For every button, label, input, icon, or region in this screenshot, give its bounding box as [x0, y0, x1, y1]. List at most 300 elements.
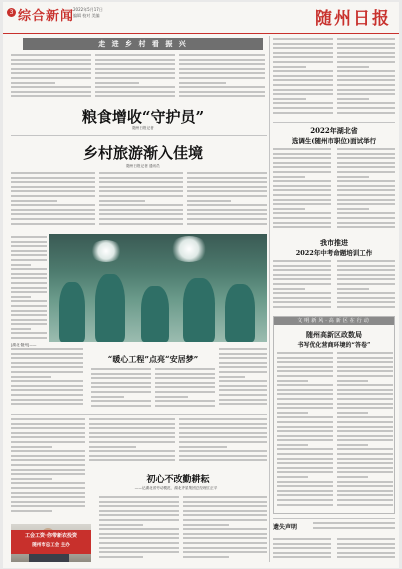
text-line [91, 386, 151, 388]
text-line [219, 371, 267, 373]
text-line [337, 412, 368, 414]
text-line [89, 446, 136, 448]
text-line [183, 556, 229, 558]
text-line [337, 393, 393, 395]
text-line [337, 366, 393, 368]
article7-text [99, 496, 179, 562]
text-line [273, 222, 331, 224]
text-line [277, 435, 333, 437]
text-line [179, 86, 265, 88]
text-line [337, 185, 395, 187]
text-line [11, 441, 85, 443]
text-line [277, 490, 333, 492]
text-line [99, 537, 179, 539]
text-line [277, 448, 333, 450]
text-line [11, 310, 47, 312]
text-line [99, 223, 183, 225]
text-line [99, 186, 183, 188]
text-line [179, 91, 265, 93]
text-line [273, 538, 331, 540]
text-line [89, 418, 175, 420]
text-line [219, 353, 267, 355]
text-line [273, 301, 331, 303]
text-line [11, 273, 47, 275]
text-line [337, 398, 393, 400]
text-line [337, 453, 393, 455]
text-line [179, 436, 267, 438]
newspaper-page [3, 2, 399, 568]
right-top-text [337, 38, 395, 118]
text-line [95, 68, 175, 70]
text-line [273, 52, 333, 54]
notice-label: 遗失声明 [273, 524, 298, 531]
newspaper-brand: 随州日报 [315, 9, 391, 29]
text-line [277, 370, 333, 372]
text-line [337, 380, 368, 382]
text-line [337, 504, 393, 506]
article2-text [187, 172, 267, 230]
text-line [277, 393, 333, 395]
section-title: 综合新闻 [18, 9, 75, 24]
text-line [273, 283, 331, 285]
text-line [99, 533, 179, 535]
text-line [273, 265, 331, 267]
text-line [187, 218, 267, 220]
article5-text [337, 260, 395, 312]
text-line [219, 366, 267, 368]
text-line [11, 91, 91, 93]
text-line [337, 538, 395, 540]
text-line [11, 328, 31, 330]
text-line [337, 70, 395, 72]
text-line [89, 436, 175, 438]
page-number: 3 [7, 8, 16, 17]
article2-text [99, 172, 183, 230]
text-line [11, 455, 85, 457]
text-line [183, 510, 267, 512]
promo-line2: 随州市总工会 主办 [32, 543, 70, 548]
text-line [337, 444, 368, 446]
text-line [99, 181, 183, 183]
text-line [337, 61, 395, 63]
text-line [277, 384, 333, 386]
text-line [219, 385, 267, 387]
text-line [11, 459, 85, 461]
text-line [277, 453, 333, 455]
text-line [337, 278, 395, 280]
text-line [337, 217, 395, 219]
text-line [337, 283, 395, 285]
text-line [11, 223, 95, 225]
notice-text [313, 522, 395, 534]
article7-intro-text [11, 418, 85, 518]
text-line [337, 93, 395, 95]
editor-line: 编辑 校对 美编 [73, 13, 100, 18]
text-line [187, 223, 267, 225]
text-line [99, 177, 183, 179]
text-line [11, 357, 83, 359]
text-line [337, 56, 395, 58]
article7-subtitle: ——记湖北省劳动模范、湖北齐星集团总经理江正平 [134, 486, 218, 490]
text-line [273, 180, 331, 182]
divider [273, 122, 395, 123]
text-line [11, 510, 52, 512]
text-line [11, 86, 91, 88]
text-line [337, 84, 395, 86]
text-line [11, 371, 83, 373]
text-line [273, 547, 331, 549]
text-line [273, 93, 333, 95]
article4-subtitle: 选调生(随州市职位)面试举行 [291, 137, 377, 145]
article7-text [179, 418, 267, 468]
right-top-text [273, 38, 333, 118]
text-line [337, 306, 395, 308]
text-line [187, 172, 267, 174]
text-line [11, 362, 83, 364]
article1-title: 粮食增收“守护员” [81, 108, 205, 126]
text-line [273, 102, 333, 104]
text-line [11, 450, 85, 452]
text-line [273, 552, 331, 554]
text-line [11, 213, 95, 215]
article1-lead-text [95, 54, 175, 100]
text-line [11, 200, 57, 202]
text-line [337, 448, 393, 450]
text-line [99, 547, 179, 549]
text-line [11, 436, 85, 438]
text-line [273, 75, 333, 77]
text-line [277, 352, 333, 354]
text-line [99, 195, 183, 197]
text-line [11, 427, 85, 429]
text-line [99, 556, 143, 558]
text-line [337, 107, 395, 109]
text-line [273, 112, 333, 114]
article3-side-text [11, 348, 83, 408]
text-line [89, 455, 175, 457]
article1-lead-text [11, 54, 91, 100]
text-line [11, 403, 83, 405]
text-line [155, 377, 215, 379]
text-line [99, 200, 145, 202]
text-line [273, 38, 333, 40]
text-line [179, 459, 267, 461]
text-line [11, 254, 47, 256]
text-line [179, 455, 267, 457]
text-line [337, 435, 393, 437]
text-line [91, 373, 151, 375]
text-line [337, 389, 393, 391]
text-line [277, 504, 333, 506]
text-line [277, 361, 333, 363]
text-line [273, 226, 331, 228]
text-line [155, 405, 215, 407]
text-line [219, 357, 267, 359]
text-line [337, 194, 395, 196]
text-line [179, 450, 267, 452]
text-line [337, 89, 395, 91]
text-line [219, 394, 267, 396]
text-line [337, 226, 395, 228]
text-line [337, 407, 393, 409]
text-line [11, 77, 91, 79]
text-line [183, 542, 267, 544]
text-line [99, 505, 179, 507]
text-line [337, 98, 369, 100]
text-line [273, 269, 331, 271]
text-line [187, 186, 267, 188]
text-line [337, 439, 393, 441]
text-line [337, 543, 395, 545]
text-line [91, 400, 151, 402]
text-line [11, 259, 47, 261]
text-line [337, 301, 395, 303]
text-line [11, 487, 85, 489]
text-line [11, 478, 52, 480]
text-line [95, 63, 175, 65]
text-line [11, 72, 91, 74]
text-line [155, 386, 215, 388]
text-line [219, 389, 267, 391]
text-line [11, 63, 91, 65]
text-line [99, 190, 183, 192]
text-line [11, 59, 91, 61]
text-line [11, 218, 95, 220]
text-line [337, 458, 393, 460]
text-line [11, 446, 52, 448]
text-line [95, 77, 175, 79]
article3-title: “暖心工程”点亮“安居梦” [107, 354, 199, 364]
text-line [155, 396, 188, 398]
text-line [337, 112, 395, 114]
text-line [187, 181, 267, 183]
article5-subtitle: 2022年中考命题培训工作 [295, 249, 373, 257]
text-line [179, 63, 265, 65]
text-line [337, 494, 393, 496]
text-line [11, 186, 95, 188]
text-line [337, 265, 395, 267]
divider [11, 414, 267, 415]
article3-text [219, 348, 267, 410]
text-line [337, 403, 393, 405]
text-line [95, 91, 175, 93]
text-line [89, 427, 175, 429]
text-line [337, 162, 395, 164]
text-line [337, 189, 395, 191]
text-line [179, 54, 265, 56]
text-line [11, 505, 85, 507]
text-line [183, 505, 267, 507]
text-line [277, 375, 333, 377]
text-line [11, 236, 47, 238]
text-line [273, 157, 331, 159]
article1-byline: 随州日报记者 [132, 126, 154, 130]
text-line [179, 95, 265, 97]
text-line [155, 373, 215, 375]
text-line [273, 274, 331, 276]
text-line [273, 107, 333, 109]
text-line [277, 357, 333, 359]
union-promo [11, 530, 91, 554]
text-line [11, 177, 95, 179]
text-line [219, 376, 245, 378]
text-line [277, 485, 333, 487]
text-line [273, 203, 331, 205]
text-line [99, 524, 143, 526]
text-line [219, 403, 267, 405]
text-line [337, 370, 393, 372]
text-line [337, 357, 393, 359]
text-line [179, 441, 267, 443]
article6-title: 随州高新区政数局 [306, 330, 362, 339]
article7-text [89, 418, 175, 468]
text-line [89, 423, 175, 425]
text-line [277, 494, 333, 496]
text-line [11, 399, 83, 401]
text-line [337, 208, 369, 210]
text-line [273, 47, 333, 49]
text-line [273, 176, 305, 178]
text-line [337, 157, 395, 159]
text-line [337, 180, 395, 182]
text-line [187, 177, 267, 179]
text-line [179, 427, 267, 429]
text-line [277, 444, 308, 446]
text-line [337, 203, 395, 205]
text-line [95, 54, 175, 56]
text-line [11, 190, 95, 192]
text-line [273, 260, 331, 262]
text-line [99, 551, 179, 553]
text-line [11, 287, 47, 289]
text-line [179, 423, 267, 425]
text-line [179, 446, 227, 448]
text-line [273, 543, 331, 545]
text-line [273, 212, 331, 214]
text-line [337, 153, 395, 155]
text-line [337, 481, 393, 483]
text-line [11, 264, 31, 266]
text-line [187, 200, 231, 202]
text-line [187, 204, 267, 206]
text-line [337, 426, 393, 428]
text-line [219, 380, 267, 382]
text-line [11, 300, 47, 302]
text-line [273, 185, 331, 187]
text-line [11, 268, 47, 270]
text-line [179, 72, 265, 74]
text-line [277, 481, 333, 483]
text-line [95, 59, 175, 61]
text-line [183, 533, 267, 535]
text-line [183, 501, 267, 503]
text-line [11, 245, 47, 247]
text-line [277, 398, 333, 400]
right-bottom-text [337, 538, 395, 562]
text-line [277, 407, 333, 409]
text-line [277, 403, 333, 405]
text-line [11, 389, 83, 391]
divider [273, 518, 395, 519]
text-line [277, 462, 333, 464]
text-line [337, 212, 395, 214]
text-line [11, 348, 83, 350]
article6-subtitle: 书写优化营商环境的“答卷” [297, 342, 371, 349]
text-line [11, 418, 85, 420]
text-line [91, 391, 151, 393]
text-line [99, 213, 183, 215]
text-line [337, 352, 393, 354]
text-line [11, 95, 91, 97]
article4-title: 2022年湖北省 [310, 126, 358, 135]
article5-text [273, 260, 331, 312]
article4-text [273, 148, 331, 232]
text-line [183, 528, 267, 530]
article7-text [183, 496, 267, 562]
text-line [277, 426, 333, 428]
text-line [219, 399, 267, 401]
text-line [11, 241, 47, 243]
text-line [313, 527, 395, 529]
article3-text [155, 368, 215, 410]
text-line [277, 499, 333, 501]
text-line [11, 296, 31, 298]
text-line [179, 82, 226, 84]
photo-side-caption [11, 236, 47, 344]
text-line [11, 54, 91, 56]
text-line [313, 522, 395, 524]
text-line [277, 421, 333, 423]
text-line [11, 337, 47, 339]
text-line [179, 418, 267, 420]
photo-caption: [湖北·随州]—— [11, 343, 37, 347]
text-line [11, 366, 83, 368]
text-line [277, 458, 333, 460]
text-line [11, 353, 83, 355]
text-line [11, 496, 85, 498]
text-line [11, 385, 83, 387]
text-line [91, 382, 151, 384]
promo-line1: 工会工资·你带新农投资 [25, 533, 77, 539]
text-line [337, 552, 395, 554]
text-line [277, 389, 333, 391]
text-line [277, 439, 333, 441]
text-line [11, 204, 95, 206]
text-line [337, 467, 393, 469]
issue-date: 2022年5月17日 [73, 7, 103, 12]
text-line [11, 277, 47, 279]
text-line [277, 467, 333, 469]
text-line [95, 86, 175, 88]
masthead-meta [73, 7, 173, 19]
text-line [337, 297, 395, 299]
text-line [11, 68, 91, 70]
text-line [11, 82, 55, 84]
text-line [179, 77, 265, 79]
text-line [273, 292, 331, 294]
text-line [11, 305, 47, 307]
text-line [337, 260, 395, 262]
article5-title: 我市推进 [320, 238, 348, 247]
column-banner: 走 进 乡 村 看 振 兴 [23, 38, 263, 50]
text-line [337, 52, 395, 54]
text-line [337, 75, 395, 77]
text-line [155, 391, 215, 393]
text-line [99, 218, 183, 220]
text-line [273, 217, 331, 219]
text-line [337, 547, 395, 549]
text-line [99, 172, 183, 174]
